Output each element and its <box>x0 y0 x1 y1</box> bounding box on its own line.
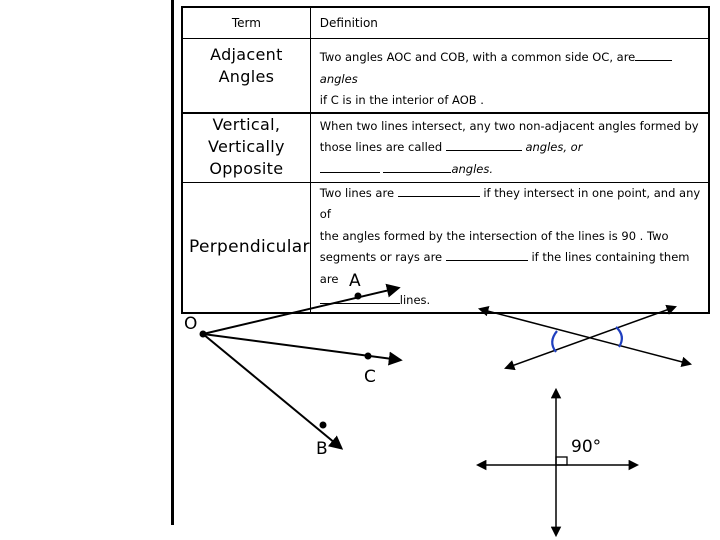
def-adjacent-text3: if C is in the interior of AOB . <box>319 93 484 107</box>
vertical-angle-arc-left <box>552 331 557 352</box>
label-b: B <box>316 439 328 459</box>
term-vertical-line1: Vertical, <box>212 114 281 134</box>
term-adjacent-line1: Adjacent <box>210 45 283 64</box>
def-perp-text3: the angles formed by the intersection of the lines is 90 . Two <box>319 228 669 243</box>
perpendicular-diagram <box>478 390 637 535</box>
point-a <box>355 293 362 300</box>
def-perp-text5: if the lines containing them are <box>319 250 690 286</box>
adjacent-angles-diagram <box>184 271 400 459</box>
vertical-angle-arc-right <box>616 327 622 347</box>
def-adjacent-text1: Two angles AOC and COB, with a common side OC, are <box>319 50 636 64</box>
angle-90-label: 90° <box>571 437 602 457</box>
term-vertical-line3: Opposite <box>209 158 284 178</box>
right-angle-mark <box>556 457 567 465</box>
ray-oa <box>203 288 398 334</box>
header-term: Term <box>182 7 310 39</box>
def-perp-text2: if they intersect in one point, and any of <box>319 185 701 221</box>
def-adjacent-text2: angles <box>319 71 358 86</box>
label-c: C <box>364 367 376 387</box>
def-perp-text6: lines. <box>399 293 431 307</box>
line-1 <box>480 309 690 364</box>
ray-ob <box>203 334 341 448</box>
def-vertical-text2: those lines are called <box>319 140 443 154</box>
header-definition: Definition <box>319 16 378 30</box>
term-perpendicular: Perpendicular <box>189 237 310 257</box>
term-vertical-line2: Vertically <box>207 136 285 156</box>
term-adjacent-line2: Angles <box>218 67 275 86</box>
point-c <box>365 353 372 360</box>
def-vertical-text1: When two lines intersect, any two non-adjacent angles formed by <box>319 118 699 133</box>
def-perp-text1: Two lines are <box>319 185 395 200</box>
def-perp-text4: segments or rays are <box>319 250 443 264</box>
point-o <box>200 331 207 338</box>
vertical-angles-diagram <box>480 307 690 368</box>
label-o: O <box>184 314 198 334</box>
def-vertical-text4: angles. <box>451 161 494 176</box>
line-2 <box>506 307 675 368</box>
point-b <box>320 422 327 429</box>
label-a: A <box>349 271 361 291</box>
def-vertical-text3: angles, or <box>525 140 583 154</box>
